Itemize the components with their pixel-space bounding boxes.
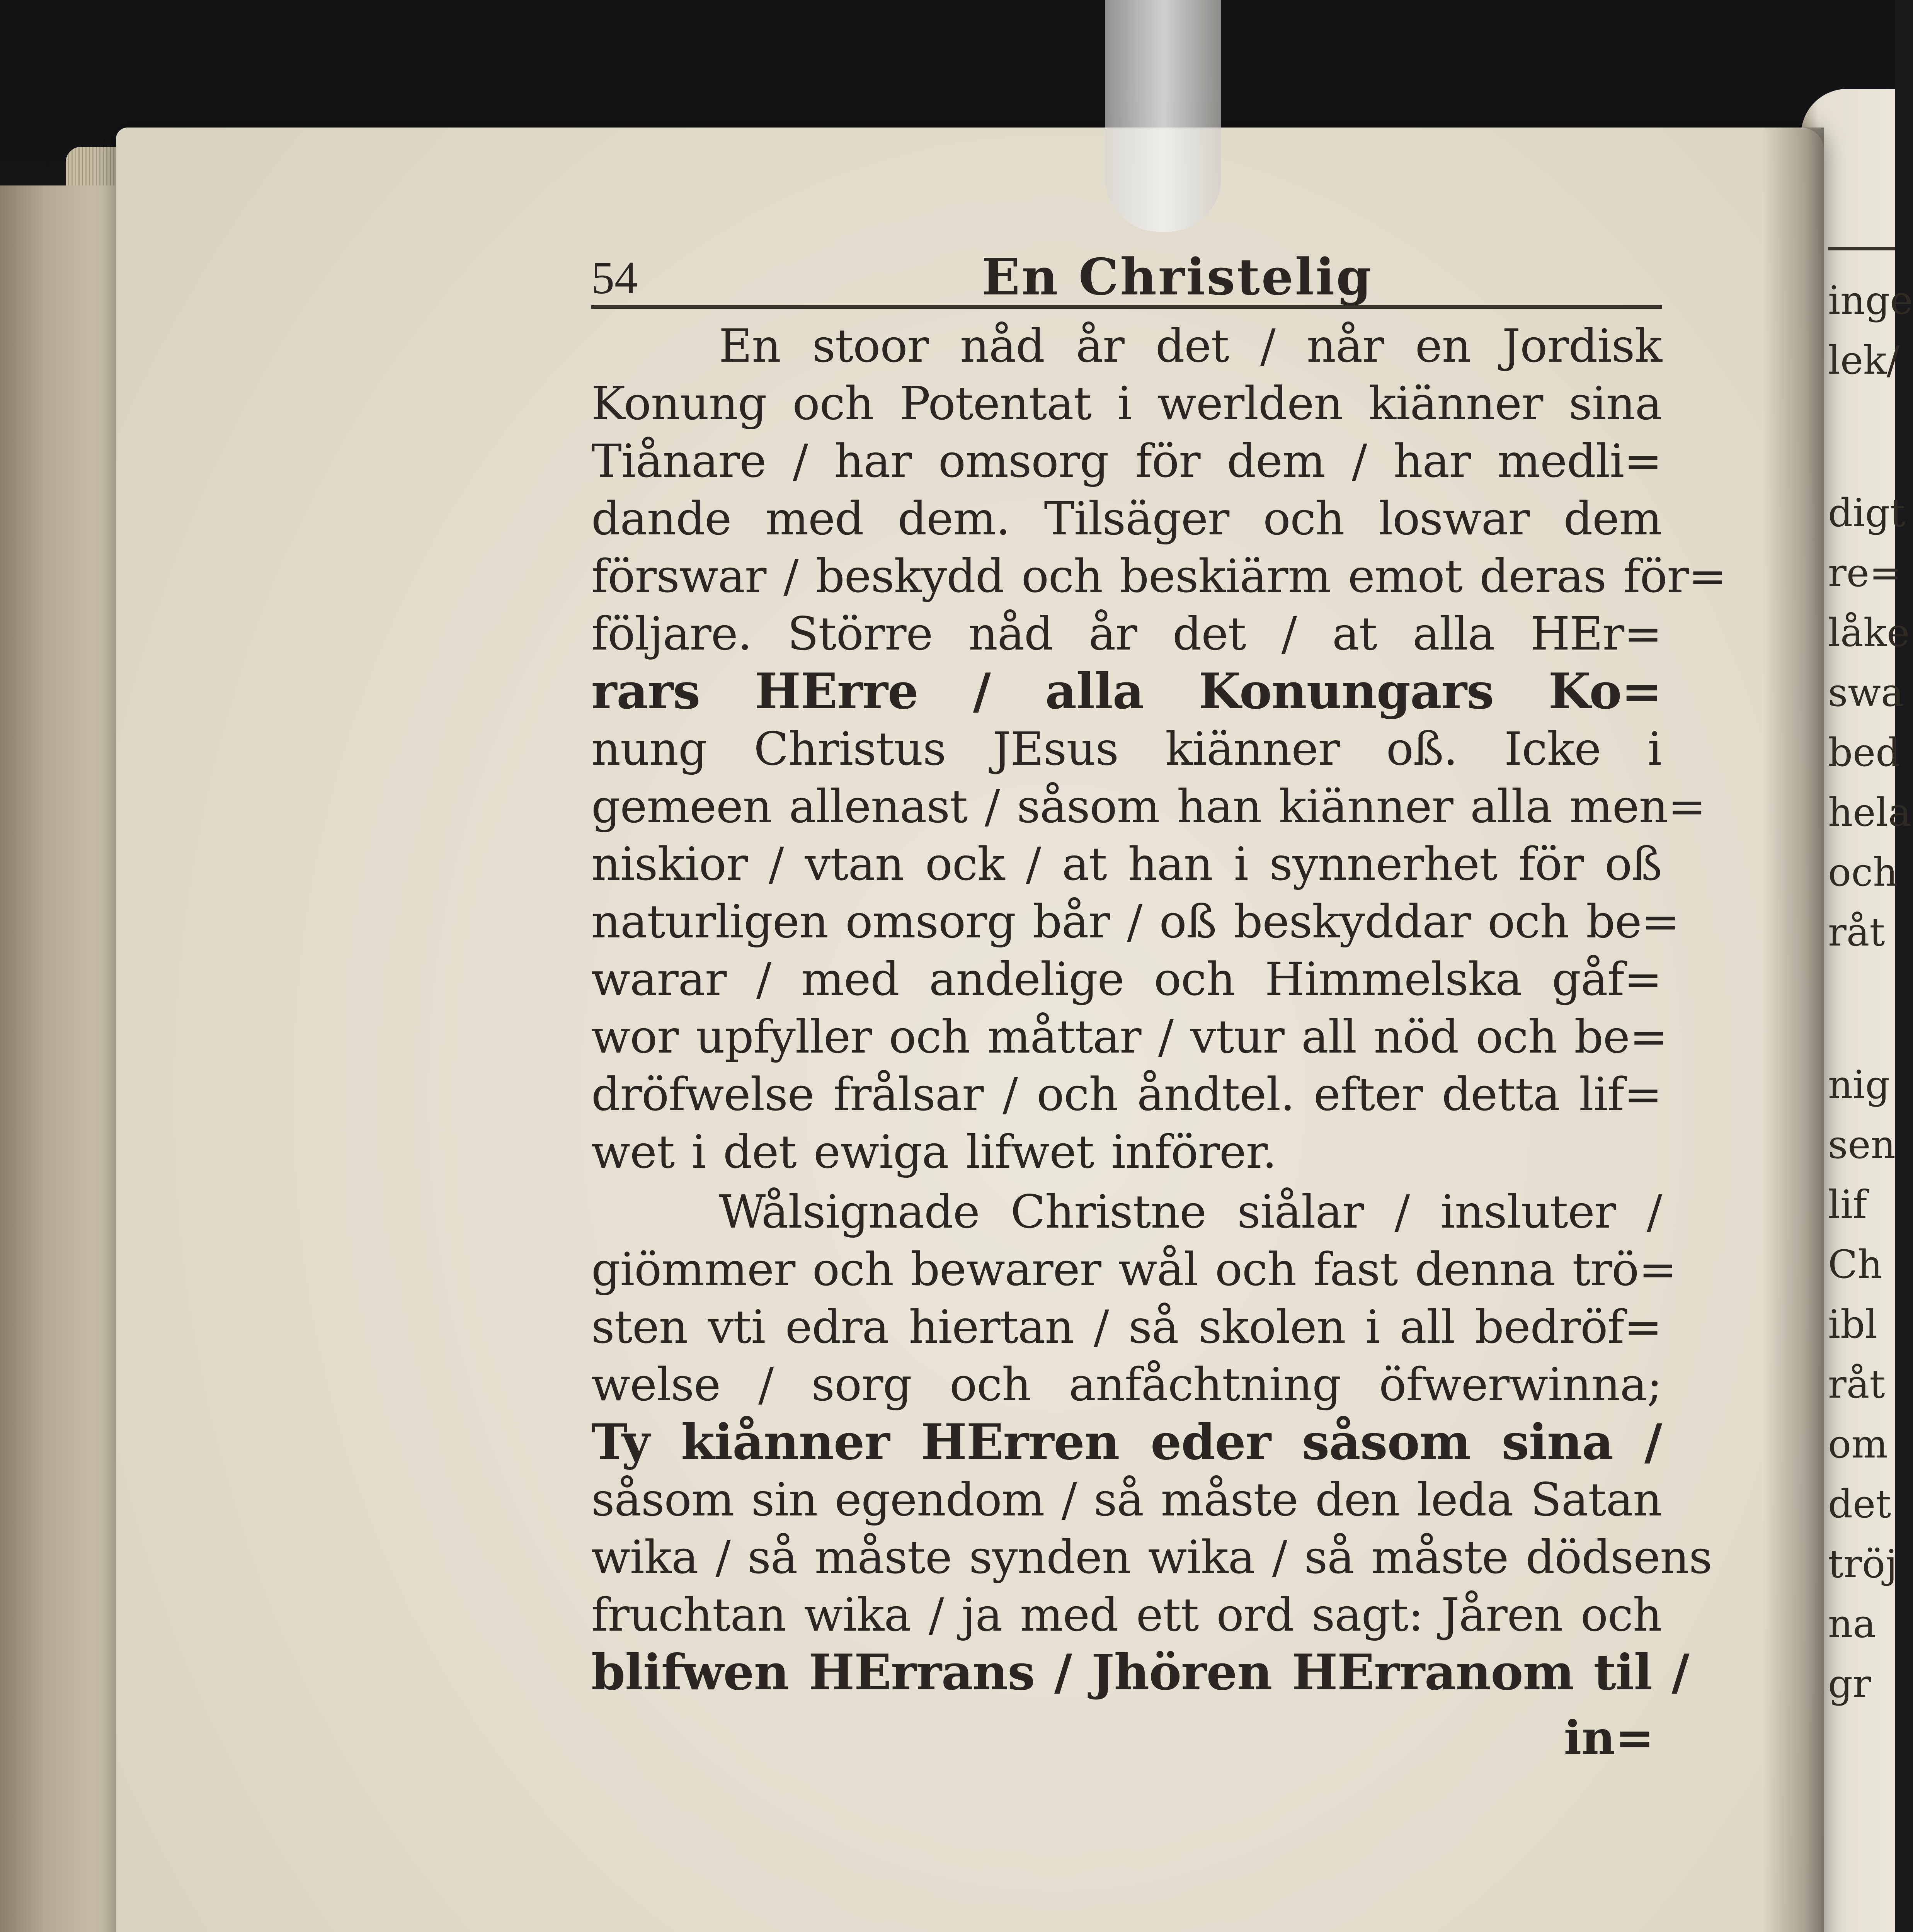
neighbor-fragment: om <box>1828 1422 1888 1467</box>
paragraph-1 <box>591 317 1726 1181</box>
text-line: Tiånare / har omsorg för dem / har medli= <box>591 434 1662 488</box>
bookmark-ribbon <box>1105 0 1221 232</box>
catchword: in= <box>1564 1711 1654 1765</box>
neighbor-fragment: sen <box>1828 1122 1896 1167</box>
text-line: wor upfyller och måttar / vtur all nöd och be= <box>591 1010 1668 1063</box>
neighbor-fragment: råt <box>1828 1362 1885 1407</box>
neighbor-fragment: bed <box>1828 730 1901 775</box>
text-line: rars HErre / alla Konungars Ko= <box>591 663 1662 720</box>
neighbor-fragment: hela <box>1828 790 1911 835</box>
text-line: welse / sorg och anfåchtning öfwerwinna; <box>591 1358 1662 1411</box>
neighbor-fragment: tröj <box>1828 1541 1898 1587</box>
neighbor-page-fragments <box>1828 270 1913 1714</box>
left-page-stack <box>0 185 116 1932</box>
text-line: fruchtan wika / ja med ett ord sagt: Jåren och <box>591 1588 1662 1641</box>
text-line: wika / så måste synden wika / så måste dödsens <box>591 1531 1712 1584</box>
text-line: wet i det ewiga lifwet införer. <box>591 1125 1276 1179</box>
page-number: 54 <box>591 252 638 303</box>
text-line: såsom sin egendom / så måste den leda Satan <box>591 1473 1662 1526</box>
neighbor-fragment: låke <box>1828 610 1910 655</box>
text-line: En stoor nåd år det / når en Jordisk <box>719 319 1662 372</box>
neighbor-fragment: gr <box>1828 1661 1871 1706</box>
running-head <box>591 247 1662 309</box>
text-line: Wålsignade Christne siålar / insluter / <box>719 1185 1662 1238</box>
running-title: En Christelig <box>982 247 1373 306</box>
neighbor-fragment: re= <box>1828 550 1902 595</box>
neighbor-fragment: na <box>1828 1601 1876 1646</box>
text-line: naturligen omsorg bår / oß beskyddar och be= <box>591 895 1680 948</box>
neighbor-fragment: swa <box>1828 670 1904 715</box>
neighbor-fragment: ibl <box>1828 1302 1877 1347</box>
text-line: warar / med andelige och Himmelska gåf= <box>591 952 1662 1006</box>
text-line: gemeen allenast / såsom han kiänner alla men= <box>591 780 1706 833</box>
text-line: sten vti edra hiertan / så skolen i all bedröf= <box>591 1300 1662 1354</box>
neighbor-fragment: lif <box>1828 1182 1867 1227</box>
gutter-shadow <box>1762 128 1824 1932</box>
neighbor-fragment: nig <box>1828 1062 1890 1107</box>
text-line: följare. Större nåd år det / at alla HEr= <box>591 607 1662 660</box>
paragraph-2 <box>591 1183 1712 1701</box>
text-line: Ty kiånner HErren eder såsom sina / <box>591 1413 1662 1471</box>
text-line: dande med dem. Tilsäger och loswar dem <box>591 492 1662 545</box>
page-text-block <box>591 247 1726 1767</box>
neighbor-fragment: och <box>1828 850 1898 895</box>
text-line: Konung och Potentat i werlden kiänner sina <box>591 377 1662 430</box>
neighbor-fragment: Ch <box>1828 1242 1882 1287</box>
neighbor-head-rule <box>1828 247 1895 250</box>
neighbor-fragment: det <box>1828 1481 1891 1527</box>
text-line: förswar / beskydd och beskiärm emot deras för= <box>591 549 1726 603</box>
text-line: niskior / vtan ock / at han i synnerhet för oß <box>591 837 1662 891</box>
text-line: blifwen HErrans / Jhören HErranom til / <box>591 1644 1689 1701</box>
text-line: nung Christus JEsus kiänner oß. Icke i <box>591 722 1662 776</box>
neighbor-fragment: digt <box>1828 490 1906 536</box>
text-line: dröfwelse frålsar / och åndtel. efter detta lif= <box>591 1068 1662 1121</box>
neighbor-fragment: lek/ <box>1828 338 1900 383</box>
text-line: giömmer och bewarer wål och fast denna trö= <box>591 1243 1677 1296</box>
neighbor-fragment: inge <box>1828 278 1913 323</box>
neighbor-fragment: råt <box>1828 910 1885 955</box>
